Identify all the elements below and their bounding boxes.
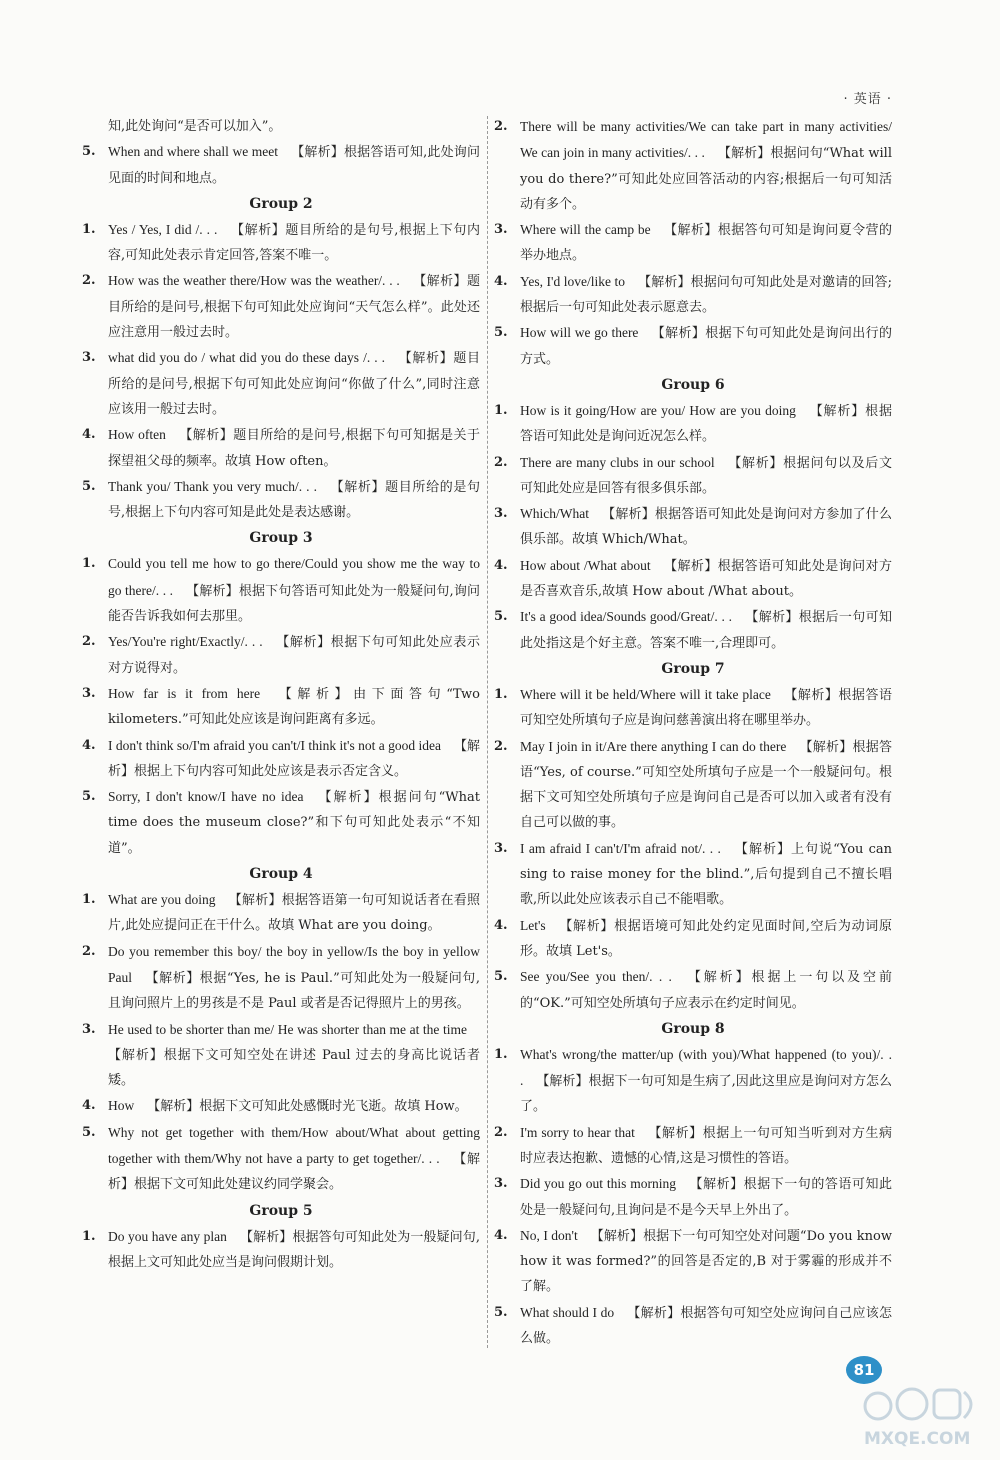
item-explanation: 【解析】题目所给的是句号,根据上下句内容可知是此处是表达感谢。 xyxy=(108,479,480,521)
item-explanation: 【解析】根据后一句可知此处指这是个好主意。答案不唯一,合理即可。 xyxy=(520,610,892,651)
answer-item xyxy=(494,1300,892,1352)
item-answer: Could you tell me how to go there/Could you show me the way to go there/. . . xyxy=(108,556,480,598)
item-explanation: 【解析】根据语境可知此处约定见面时间,空后为动词原形。故填 Let's。 xyxy=(520,918,892,959)
item-text xyxy=(108,345,480,422)
item-number: 3. xyxy=(494,506,508,522)
item-text xyxy=(520,501,892,553)
item-explanation: 知,此处询问“是否可以加入”。 xyxy=(108,119,282,134)
answer-item xyxy=(494,269,892,321)
answer-item xyxy=(494,1042,892,1120)
item-explanation: 【解析】根据下文可知此处建议约同学聚会。 xyxy=(108,1151,480,1193)
item-text xyxy=(108,629,480,681)
answer-item xyxy=(82,784,480,861)
item-text xyxy=(108,939,480,1017)
item-answer: How was the weather there/How was the weather/. . . xyxy=(108,273,400,289)
item-answer: Sorry, I don't know/I have no idea xyxy=(108,789,304,805)
answer-item xyxy=(494,682,892,734)
watermark-text: MXQE.COM xyxy=(864,1429,971,1449)
item-answer: Thank you/ Thank you very much/. . . xyxy=(108,478,317,494)
item-text xyxy=(520,964,892,1016)
item-explanation: 【解析】根据下文可知此处感慨时光飞逝。故填 How。 xyxy=(147,1099,468,1115)
item-answer: May I join in it/Are there anything I can do there xyxy=(520,738,787,754)
item-text xyxy=(108,422,480,474)
item-text xyxy=(520,836,892,913)
item-answer: Yes / Yes, I did /. . . xyxy=(108,221,218,237)
item-explanation: 【解析】题目所给的是问号,根据下句可知此处应询问“天气怎么样”。此处还应注意用一般过去时。 xyxy=(108,274,480,341)
answer-item xyxy=(82,217,480,269)
item-number: 2. xyxy=(494,454,508,470)
item-number: 1. xyxy=(82,556,96,572)
item-text xyxy=(520,269,892,321)
answer-page xyxy=(82,114,896,1354)
answer-item xyxy=(494,398,892,450)
group-heading: Group 4 xyxy=(249,866,313,883)
item-number: 3. xyxy=(494,1176,508,1192)
item-number: 4. xyxy=(494,273,508,289)
answer-item xyxy=(494,913,892,965)
answer-item xyxy=(82,887,480,939)
answer-item xyxy=(494,1120,892,1172)
item-explanation: 【解析】根据答语可知空处所填句子应是询问慈善演出将在哪里举办。 xyxy=(520,687,892,729)
item-answer: See you/See you then/. . . xyxy=(520,969,672,985)
item-text xyxy=(108,114,480,139)
item-explanation: 【解析】根据上下句内容可知此处应该是表示否定含义。 xyxy=(108,738,480,779)
answer-item xyxy=(82,268,480,345)
answer-item xyxy=(494,964,892,1016)
item-text xyxy=(520,217,892,269)
item-answer: what did you do / what did you do these days /. . . xyxy=(108,350,386,366)
answer-item xyxy=(82,629,480,681)
item-text xyxy=(108,139,480,191)
answer-item xyxy=(82,939,480,1017)
item-number: 1. xyxy=(82,892,96,908)
item-answer: How will we go there xyxy=(520,325,639,341)
group-heading: Group 7 xyxy=(661,660,725,677)
group-heading: Group 8 xyxy=(661,1020,725,1037)
item-answer: How often xyxy=(108,427,166,443)
left-column xyxy=(82,114,480,1275)
item-explanation: 【解析】由下面答句“Two kilometers.”可知此处应该是询问距离有多远。 xyxy=(108,686,480,728)
subject-header: · 英语 · xyxy=(843,92,892,107)
item-number: 5. xyxy=(82,144,96,160)
item-text xyxy=(520,1300,892,1352)
item-text xyxy=(108,733,480,785)
item-number: 1. xyxy=(494,402,508,418)
group-heading: Group 2 xyxy=(249,195,313,212)
answer-item xyxy=(494,114,892,217)
item-answer: How about /What about xyxy=(520,557,651,573)
item-answer: What are you doing xyxy=(108,892,216,908)
group-heading: Group 3 xyxy=(249,530,313,547)
item-number: 4. xyxy=(82,427,96,443)
item-explanation: 【解析】根据答语可知此处是询问对方参加了什么俱乐部。故填 Which/What。 xyxy=(520,507,892,548)
item-text xyxy=(108,887,480,939)
right-column xyxy=(494,114,892,1351)
item-text xyxy=(108,268,480,345)
item-number: 1. xyxy=(494,1046,508,1062)
item-explanation: 【解析】根据下文可知空处在讲述 Paul 过去的身高比说话者矮。 xyxy=(108,1047,480,1089)
answer-item xyxy=(82,1120,480,1198)
item-number: 1. xyxy=(82,1228,96,1244)
item-explanation: 【解析】题目所给的是句号,根据上下句内容,可知此处表示肯定回答,答案不唯一。 xyxy=(108,222,480,264)
item-explanation: 【解析】根据答语可知此处是询问近况怎么样。 xyxy=(520,403,892,445)
item-text xyxy=(520,450,892,502)
item-explanation: 【解析】根据问句“What time does the museum close?”和下句可知此处表示“不知道”。 xyxy=(108,790,481,856)
item-text xyxy=(520,682,892,734)
item-explanation: 【解析】根据答句可知是询问夏令营的举办地点。 xyxy=(520,223,892,264)
item-explanation: 【解析】根据上一句可知当听到对方生病时应表达抱歉、遗憾的心情,这是习惯性的答语。 xyxy=(520,1125,892,1166)
item-explanation: 【解析】根据下句答语可知此处为一般疑问句,询问能否告诉我如何去那里。 xyxy=(108,583,481,625)
item-answer: Which/What xyxy=(520,506,589,522)
item-explanation: 【解析】根据下句可知此处应表示对方说得对。 xyxy=(108,635,480,676)
item-explanation: 【解析】根据问句“What will you do there?”可知此处应回答活动的内容;根据后一句可知活动有多个。 xyxy=(520,146,892,212)
item-answer: Where will the camp be xyxy=(520,222,651,238)
item-text xyxy=(520,114,892,217)
item-answer: How far is it from here xyxy=(108,685,261,701)
item-text xyxy=(108,217,480,269)
item-text xyxy=(520,734,892,836)
item-explanation: 【解析】题目所给的是问号,根据下句可知据是关于探望祖父母的频率。故填 How often。 xyxy=(108,428,480,469)
item-text xyxy=(520,1120,892,1172)
answer-item xyxy=(494,553,892,605)
item-text xyxy=(520,1223,892,1300)
item-number xyxy=(82,114,108,139)
column-divider xyxy=(487,116,488,1348)
item-explanation: 【解析】根据答语可知此处是询问对方是否喜欢音乐,故填 How about /What about。 xyxy=(520,558,892,600)
item-text xyxy=(108,1017,480,1094)
item-number: 5. xyxy=(82,478,96,494)
item-explanation: 【解析】根据答语第一句可知说话者在看照片,此处应提问正在干什么。故填 What are you doing。 xyxy=(108,893,480,934)
item-explanation: 【解析】根据问句以及后文可知此处应是回答有很多俱乐部。 xyxy=(520,455,892,496)
item-number: 2. xyxy=(82,273,96,289)
item-explanation: 【解析】根据答语“Yes, of course.”可知空处所填句子应是一个一般疑问句。根据下文可知空处所填句子应是询问自己是否可以加入或者有没有自己可以做的事。 xyxy=(520,739,892,831)
item-number: 3. xyxy=(82,685,96,701)
item-explanation: 【解析】根据答句可知空处应询问自己应该怎么做。 xyxy=(520,1305,892,1347)
answer-item xyxy=(494,320,892,372)
answer-item xyxy=(82,733,480,785)
item-explanation: 【解析】题目所给的是问号,根据下句可知此处应询问“你做了什么”,同时注意应该用一般过去时。 xyxy=(108,351,480,417)
item-answer: Yes/You're right/Exactly/. . . xyxy=(108,634,263,650)
item-answer: Yes, I'd love/like to xyxy=(520,273,625,289)
item-number: 5. xyxy=(494,609,508,625)
item-number: 3. xyxy=(494,222,508,238)
item-text xyxy=(108,1224,480,1276)
item-explanation: 【解析】根据下一句可知空处对问题“Do you know how it was formed?”的回答是否定的,B 对于雾霾的形成并不了解。 xyxy=(520,1228,892,1295)
item-text xyxy=(520,398,892,450)
item-answer: Why not get together with them/How about/What about getting together with them/Why not have a party to get together/. . . xyxy=(108,1124,480,1166)
answer-item xyxy=(494,734,892,836)
item-text xyxy=(108,784,480,861)
item-number: 5. xyxy=(494,1304,508,1320)
item-number: 2. xyxy=(494,119,508,134)
item-answer: No, I don't xyxy=(520,1227,578,1243)
item-answer: How xyxy=(108,1098,135,1114)
item-number: 2. xyxy=(494,738,508,754)
answer-item xyxy=(494,604,892,656)
answer-item xyxy=(82,1093,480,1119)
group-heading: Group 5 xyxy=(249,1202,313,1219)
item-answer: How is it going/How are you/ How are you doing xyxy=(520,402,796,418)
answer-item xyxy=(494,501,892,553)
group-heading: Group 6 xyxy=(661,376,725,393)
answer-item xyxy=(494,836,892,913)
item-explanation: 【解析】根据下一句的答语可知此处是一般疑问句,且询问是不是今天早上外出了。 xyxy=(520,1177,892,1218)
item-answer: What's wrong/the matter/up (with you)/What happened (to you)/. . . xyxy=(520,1046,892,1089)
item-number: 2. xyxy=(494,1124,508,1140)
item-answer: I am afraid I can't/I'm afraid not/. . . xyxy=(520,840,721,856)
item-text xyxy=(108,551,480,629)
item-number: 3. xyxy=(82,350,96,366)
item-answer: There are many clubs in our school xyxy=(520,454,715,470)
item-answer: Where will it be held/Where will it take place xyxy=(520,686,771,702)
item-number: 3. xyxy=(494,840,508,856)
item-number: 5. xyxy=(82,1124,96,1140)
item-number: 1. xyxy=(82,221,96,237)
item-text xyxy=(520,913,892,965)
answer-item xyxy=(494,1223,892,1300)
item-answer: Let's xyxy=(520,917,546,933)
item-answer: He used to be shorter than me/ He was shorter than me at the time xyxy=(108,1021,467,1037)
item-explanation: 【解析】根据答语可知,此处询问见面的时间和地点。 xyxy=(108,145,480,186)
item-number: 4. xyxy=(494,917,508,933)
item-text xyxy=(520,553,892,605)
item-text xyxy=(108,681,480,733)
item-number: 2. xyxy=(82,634,96,650)
item-text xyxy=(520,604,892,656)
item-answer: Did you go out this morning xyxy=(520,1176,677,1192)
item-answer: Do you remember this boy/ the boy in yellow/Is the boy in yellow Paul xyxy=(108,943,480,985)
item-explanation: 【解析】根据下一句可知是生病了,因此这里应是询问对方怎么了。 xyxy=(520,1074,892,1115)
item-explanation: 【解析】根据“Yes, he is Paul.”可知此处为一般疑问句,且询问照片上的男孩是不是 Paul 或者是否记得照片上的男孩。 xyxy=(108,970,480,1012)
answer-item xyxy=(494,217,892,269)
item-answer: It's a good idea/Sounds good/Great/. . . xyxy=(520,609,732,625)
item-answer: I don't think so/I'm afraid you can't/I think it's not a good idea xyxy=(108,737,441,753)
item-answer: Do you have any plan xyxy=(108,1228,227,1244)
answer-item xyxy=(82,1224,480,1276)
answer-item xyxy=(82,139,480,191)
item-number: 5. xyxy=(494,325,508,341)
item-number: 5. xyxy=(82,789,96,805)
answer-item xyxy=(494,450,892,502)
item-number: 2. xyxy=(82,943,96,959)
answer-item xyxy=(82,345,480,422)
answer-item xyxy=(82,422,480,474)
answer-item xyxy=(82,681,480,733)
item-text xyxy=(108,1120,480,1198)
item-number: 4. xyxy=(82,737,96,753)
item-text xyxy=(108,474,480,526)
answer-item xyxy=(494,1171,892,1223)
item-answer: What should I do xyxy=(520,1304,615,1320)
item-number: 4. xyxy=(494,557,508,573)
answer-item xyxy=(82,114,480,139)
item-number: 1. xyxy=(494,686,508,702)
item-explanation: 【解析】根据下句可知此处是询问出行的方式。 xyxy=(520,326,892,367)
item-explanation: 【解析】根据答句可知此处为一般疑问句,根据上文可知此处应当是询问假期计划。 xyxy=(108,1229,480,1270)
answer-item xyxy=(82,551,480,629)
item-explanation: 【解析】上句说“You can sing to raise money for the blind.”,后句提到自己不擅长唱歌,所以此处应该表示自己不能唱歌。 xyxy=(520,841,892,908)
item-explanation: 【解析】根据上一句以及空前的“OK.”可知空处所填句子应表示在约定时间见。 xyxy=(520,970,892,1011)
item-text xyxy=(520,1171,892,1223)
item-answer: When and where shall we meet xyxy=(108,144,279,160)
item-number: 5. xyxy=(494,969,508,985)
page-number-badge: 81 xyxy=(846,1356,882,1384)
item-answer: There will be many activities/We can take part in many activities/ We can join in many activities/. . . xyxy=(520,119,892,161)
item-answer: I'm sorry to hear that xyxy=(520,1124,635,1140)
item-number: 4. xyxy=(494,1227,508,1243)
item-explanation: 【解析】根据问句可知此处是对邀请的回答;根据后一句可知此处表示愿意去。 xyxy=(520,274,892,316)
item-text xyxy=(520,320,892,372)
watermark-logo-icon xyxy=(860,1366,990,1452)
answer-item xyxy=(82,474,480,526)
item-text xyxy=(520,1042,892,1120)
item-number: 4. xyxy=(82,1098,96,1114)
item-text xyxy=(108,1093,480,1119)
item-number: 3. xyxy=(82,1021,96,1037)
answer-item xyxy=(82,1017,480,1094)
